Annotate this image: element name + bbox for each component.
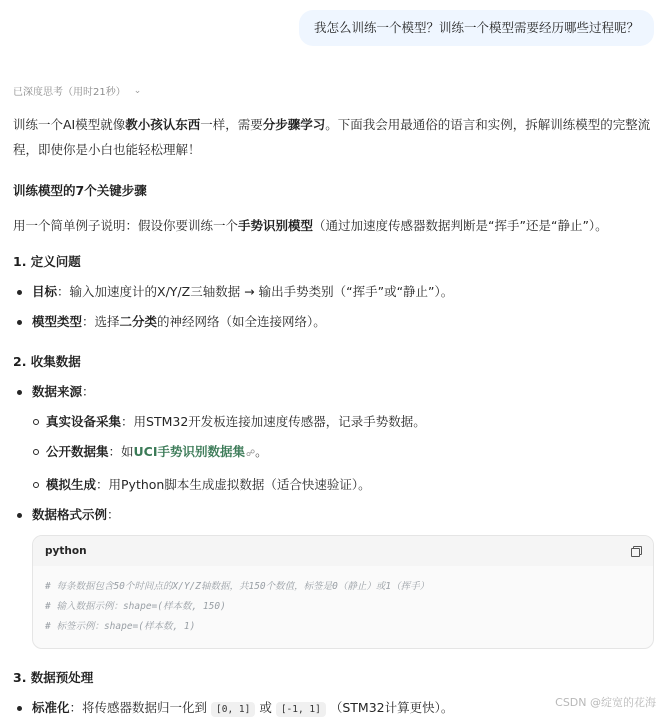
intro-paragraph (13, 112, 653, 162)
step-1-title: 1. 定义问题 (13, 254, 81, 269)
item-label: 模拟生成 (46, 477, 97, 492)
item-label: 数据来源 (32, 384, 83, 399)
watermark: CSDN @绽宽的花海 (555, 696, 656, 709)
assistant-response (13, 112, 653, 727)
item-bold: 二分类 (119, 314, 158, 329)
code-line: # 输入数据示例：shape=(样本数, 150) (45, 601, 226, 612)
code-block (32, 535, 654, 649)
item-label: 目标 (32, 284, 58, 299)
item-label: 公开数据集 (46, 444, 109, 459)
code-body (33, 566, 653, 648)
external-link-icon[interactable]: ☍ (246, 449, 256, 459)
item-text: 。 (255, 444, 268, 459)
item-text: 的神经网络（如全连接网络）。 (157, 314, 326, 329)
item-text: ：输入加速度计的X/Y/Z三轴数据 → 输出手势类别（“挥手”或“静止”）。 (57, 284, 454, 299)
example-bold: 手势识别模型 (238, 218, 314, 233)
sources-list (32, 409, 653, 497)
list-item (13, 379, 653, 497)
step-3-title: 3. 数据预处理 (13, 670, 94, 685)
code-line: # 每条数据包含50个时间点的X/Y/Z轴数据，共150个数值，标签是0（静止）或1（挥手） (45, 581, 430, 592)
step-2-title: 2. 收集数据 (13, 354, 81, 369)
item-text: ：用STM32开发板连接加速度传感器，记录手势数据。 (121, 414, 426, 429)
example-paragraph (13, 213, 653, 238)
item-text: ：将传感器数据归一化到 (69, 700, 208, 715)
dataset-link[interactable]: UCI手势识别数据集 (133, 444, 246, 459)
item-text: ：选择 (82, 314, 120, 329)
inline-code: [0, 1] (211, 702, 255, 717)
code-language: python (45, 545, 87, 557)
item-text: ：用Python脚本生成虚拟数据（适合快速验证）。 (96, 477, 371, 492)
item-text: （STM32计算更快）。 (329, 700, 454, 715)
intro-bold: 教小孩认东西 (125, 117, 201, 132)
item-label: 模型类型 (32, 314, 83, 329)
list-item (13, 502, 653, 527)
list-item (13, 279, 653, 304)
list-item (32, 472, 653, 497)
code-line: # 标签示例：shape=(样本数, 1) (45, 621, 196, 632)
thinking-label: 已深度思考（用时21秒） (13, 87, 126, 98)
item-label: 真实设备采集 (46, 414, 122, 429)
chevron-down-icon: ⌄ (133, 85, 142, 96)
thinking-toggle[interactable] (13, 83, 141, 98)
item-text: ： (107, 507, 120, 522)
step-1-list (13, 279, 653, 334)
list-item (13, 309, 653, 334)
intro-text: 训练一个AI模型就像 (13, 117, 126, 132)
item-text: ：如 (108, 444, 134, 459)
code-header (33, 536, 653, 566)
inline-code: [-1, 1] (276, 702, 326, 717)
item-text: 或 (259, 700, 272, 715)
list-item (32, 409, 653, 434)
step-2-list (13, 379, 653, 527)
intro-text: 。下面我会用最通俗的语言和实例，拆解训练模型的完整流程，即使你是小白也能轻松理解！ (13, 117, 651, 157)
intro-text: 一样，需要 (200, 117, 263, 132)
item-label: 数据格式示例 (32, 507, 108, 522)
user-message-bubble: 我怎么训练一个模型？训练一个模型需要经历哪些过程呢？ (299, 10, 654, 46)
list-item (32, 439, 653, 467)
example-text: （通过加速度传感器数据判断是“挥手”还是“静止”）。 (313, 218, 608, 233)
example-text: 用一个简单例子说明：假设你要训练一个 (13, 218, 239, 233)
item-label: 标准化 (32, 700, 70, 715)
item-text: ： (82, 384, 95, 399)
section-title: 训练模型的7个关键步骤 (13, 183, 147, 198)
copy-icon[interactable] (631, 546, 641, 556)
intro-bold: 分步骤学习 (262, 117, 326, 132)
